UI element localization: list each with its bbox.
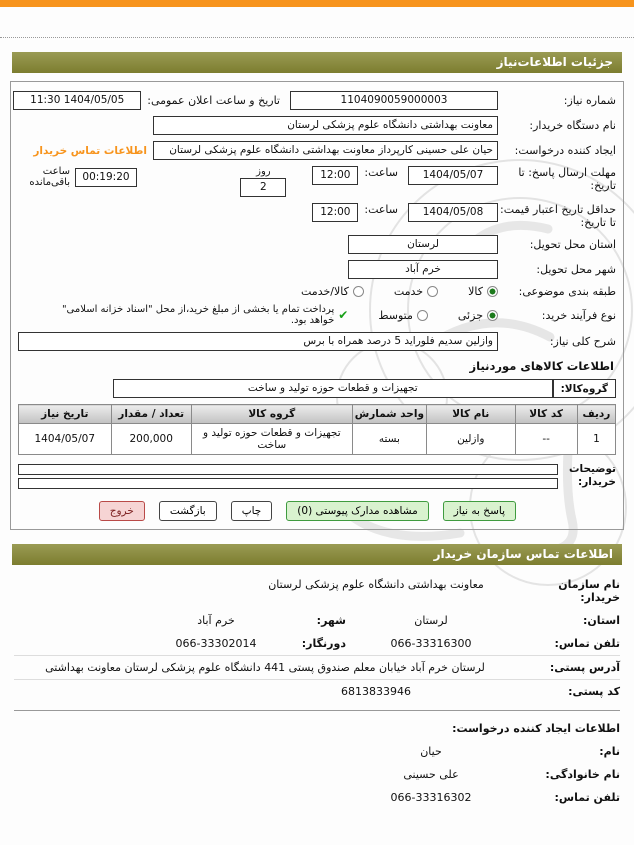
details-section-bar xyxy=(12,52,622,73)
radio-icon[interactable] xyxy=(417,310,428,321)
items-table-header-cell: کد کالا xyxy=(515,405,577,424)
price-validity-date-field[interactable]: 1404/05/08 xyxy=(408,203,498,222)
deadline-row xyxy=(18,166,616,197)
buyer-org-row xyxy=(18,116,616,135)
items-table-header-row xyxy=(19,405,616,424)
purchase-type-option-medium-label: متوسط xyxy=(378,308,413,322)
request-details-panel xyxy=(10,81,624,530)
announce-label: تاریخ و ساعت اعلان عمومی: xyxy=(147,94,280,107)
buyer-comments-row xyxy=(18,463,616,492)
details-section-title: جزئیات اطلاعات‌نیاز xyxy=(496,55,613,69)
creator-row xyxy=(18,141,616,160)
items-section-title: اطلاعات کالاهای موردنیاز xyxy=(469,359,614,373)
contact-org-row xyxy=(14,573,620,609)
print-button[interactable]: چاپ xyxy=(231,501,273,521)
creator-info-title: اطلاعات ایجاد کننده درخواست: xyxy=(452,722,620,735)
contact-postal-row xyxy=(14,680,620,703)
contact-province-label: استان: xyxy=(583,614,620,627)
items-table-row xyxy=(19,424,616,455)
item-group-label: گروه‌کالا: xyxy=(553,379,616,398)
contact-postal-value: 6813833946 xyxy=(341,685,411,698)
purchase-type-row xyxy=(18,304,616,326)
category-option-goods-label: کالا xyxy=(468,285,483,298)
contact-province-city-row xyxy=(14,609,620,632)
buyer-comments-label: توضیحات خریدار: xyxy=(568,463,616,489)
remaining-time-label: ساعت باقی‌مانده xyxy=(29,166,70,188)
buyer-contact-panel xyxy=(14,573,620,809)
delivery-city-field[interactable]: خرم آباد xyxy=(348,260,498,279)
item-group-row xyxy=(18,379,616,398)
price-validity-time-label: ساعت: xyxy=(364,203,398,216)
radio-icon[interactable] xyxy=(353,286,364,297)
contact-fax-value: 066-33302014 xyxy=(175,637,257,650)
exit-button[interactable]: خروج xyxy=(99,501,145,521)
action-buttons-row xyxy=(18,501,616,521)
items-table-header-cell: تاریخ نیاز xyxy=(19,405,112,424)
deadline-label: مهلت ارسال پاسخ: تا تاریخ: xyxy=(518,166,616,192)
creator-first-name-value: حیان xyxy=(420,745,442,758)
purchase-type-option-medium[interactable] xyxy=(378,309,428,322)
item-group: تجهیزات و قطعات حوزه تولید و ساخت xyxy=(191,424,352,455)
need-desc-field[interactable]: وازلین سدیم فلوراید 5 درصد همراه با برس xyxy=(18,332,498,351)
contact-org-label: نام سازمان خریدار: xyxy=(558,578,620,604)
need-desc-label: شرح کلی نیاز: xyxy=(549,335,616,348)
deadline-time-field[interactable]: 12:00 xyxy=(312,166,358,185)
items-table xyxy=(18,404,616,455)
contact-address-label: آدرس پستی: xyxy=(549,661,620,674)
checkmark-icon: ✔ xyxy=(338,308,349,322)
purchase-type-option-minor[interactable] xyxy=(458,309,498,322)
items-table-header-cell: نام کالا xyxy=(427,405,515,424)
items-table-header-cell: گروه کالا xyxy=(191,405,352,424)
treasury-note-group xyxy=(48,304,348,326)
item-name: وازلین xyxy=(427,424,515,455)
creator-last-name-label: نام خانوادگی: xyxy=(545,768,620,781)
purchase-type-label: نوع فرآیند خرید: xyxy=(541,308,616,322)
creator-first-name-row xyxy=(14,740,620,763)
radio-icon[interactable] xyxy=(427,286,438,297)
item-code: -- xyxy=(515,424,577,455)
remaining-days-group xyxy=(240,166,286,197)
category-label: طبقه بندی موضوعی: xyxy=(518,285,616,298)
creator-info-title-row xyxy=(14,717,620,740)
contact-phone-fax-row xyxy=(14,632,620,656)
item-group-field[interactable]: تجهیزات و قطعات حوزه تولید و ساخت xyxy=(113,379,553,398)
remaining-time-group xyxy=(18,166,137,188)
category-option-goods-service-label: کالا/خدمت xyxy=(301,285,349,298)
need-number-label: شماره نیاز: xyxy=(563,94,616,107)
item-need-date: 1404/05/07 xyxy=(19,424,112,455)
remaining-time-field[interactable]: 00:19:20 xyxy=(75,168,137,187)
item-row-index: 1 xyxy=(577,424,615,455)
need-desc-row xyxy=(18,332,616,351)
header-separator xyxy=(0,37,634,38)
buyer-comments-field[interactable] xyxy=(18,463,558,492)
contact-phone-label: تلفن تماس: xyxy=(554,637,620,650)
category-row xyxy=(18,285,616,298)
creator-last-name-row xyxy=(14,763,620,786)
price-validity-row xyxy=(18,203,616,229)
purchase-type-option-minor-label: جزئی xyxy=(457,308,483,322)
creator-last-name-value: علی حسینی xyxy=(403,768,459,781)
need-number-field[interactable]: 1104090059000003 xyxy=(290,91,498,110)
item-quantity: 200,000 xyxy=(111,424,191,455)
contact-province-value: لرستان xyxy=(414,614,448,627)
delivery-province-row xyxy=(18,235,616,254)
delivery-province-field[interactable]: لرستان xyxy=(348,235,498,254)
delivery-city-row xyxy=(18,260,616,279)
contact-address-value: لرستان خرم آباد خیابان معلم صندوق پستی 441 دانشگاه علوم پزشکی لرستان معاونت بهداشتی xyxy=(45,661,485,674)
need-number-row xyxy=(18,91,616,110)
contact-city-value: خرم آباد xyxy=(197,614,235,627)
creator-field[interactable]: حیان علی حسینی کارپرداز معاونت بهداشتی دانشگاه علوم پزشکی لرستان xyxy=(153,141,498,160)
view-attachments-button[interactable]: مشاهده مدارک پیوستی (0) xyxy=(286,501,428,521)
delivery-city-label: شهر محل تحویل: xyxy=(536,263,616,276)
treasury-note-text: پرداخت تمام یا بخشی از مبلغ خرید،از محل "اسناد خزانه اسلامی" خواهد بود. xyxy=(61,304,335,326)
answer-need-button[interactable]: پاسخ به نیاز xyxy=(443,501,516,521)
top-accent-bar xyxy=(0,0,634,7)
contact-address-row xyxy=(14,656,620,680)
buyer-org-field[interactable]: معاونت بهداشتی دانشگاه علوم پزشکی لرستان xyxy=(153,116,498,135)
category-option-goods-service[interactable] xyxy=(301,285,364,298)
creator-first-name-label: نام: xyxy=(599,745,620,758)
remaining-days-field[interactable]: 2 xyxy=(240,178,286,197)
comment-line[interactable] xyxy=(18,478,558,489)
contact-section-title: اطلاعات تماس سازمان خریدار xyxy=(433,547,613,561)
creator-label: ایجاد کننده درخواست: xyxy=(514,144,616,157)
buyer-contact-link[interactable]: اطلاعات تماس خریدار xyxy=(33,144,147,157)
items-table-header-cell: تعداد / مقدار xyxy=(111,405,191,424)
radio-selected-icon[interactable] xyxy=(487,310,498,321)
back-button[interactable]: بازگشت xyxy=(159,501,217,521)
contact-fax-label: دورنگار: xyxy=(301,637,346,650)
price-validity-label: حداقل تاریخ اعتبار قیمت: تا تاریخ: xyxy=(500,203,616,229)
deadline-time-label: ساعت: xyxy=(364,166,398,179)
items-table-header-cell: واحد شمارش xyxy=(352,405,426,424)
price-validity-time-field[interactable]: 12:00 xyxy=(312,203,358,222)
item-unit: بسته xyxy=(352,424,426,455)
contact-org-value: معاونت بهداشتی دانشگاه علوم پزشکی لرستان xyxy=(268,578,484,591)
contact-postal-label: کد پستی: xyxy=(568,685,620,698)
items-table-header-cell: ردیف xyxy=(577,405,615,424)
comment-line[interactable] xyxy=(18,464,558,475)
contact-phone-value: 066-33316300 xyxy=(390,637,472,650)
buyer-org-label: نام دستگاه خریدار: xyxy=(529,119,616,132)
remaining-days-caption: روز xyxy=(256,166,271,177)
creator-phone-value: 066-33316302 xyxy=(390,791,472,804)
announce-field[interactable]: 1404/05/05 11:30 xyxy=(13,91,141,110)
delivery-province-label: استان محل تحویل: xyxy=(529,238,616,251)
contact-divider xyxy=(14,710,620,711)
radio-selected-icon[interactable] xyxy=(487,286,498,297)
category-option-service-label: خدمت xyxy=(393,285,424,298)
contact-city-label: شهر: xyxy=(316,614,346,627)
category-option-goods[interactable] xyxy=(468,285,498,298)
category-option-service[interactable] xyxy=(394,285,438,298)
deadline-date-field[interactable]: 1404/05/07 xyxy=(408,166,498,185)
creator-phone-row xyxy=(14,786,620,809)
creator-phone-label: تلفن تماس: xyxy=(554,791,620,804)
contact-section-bar xyxy=(12,544,622,565)
